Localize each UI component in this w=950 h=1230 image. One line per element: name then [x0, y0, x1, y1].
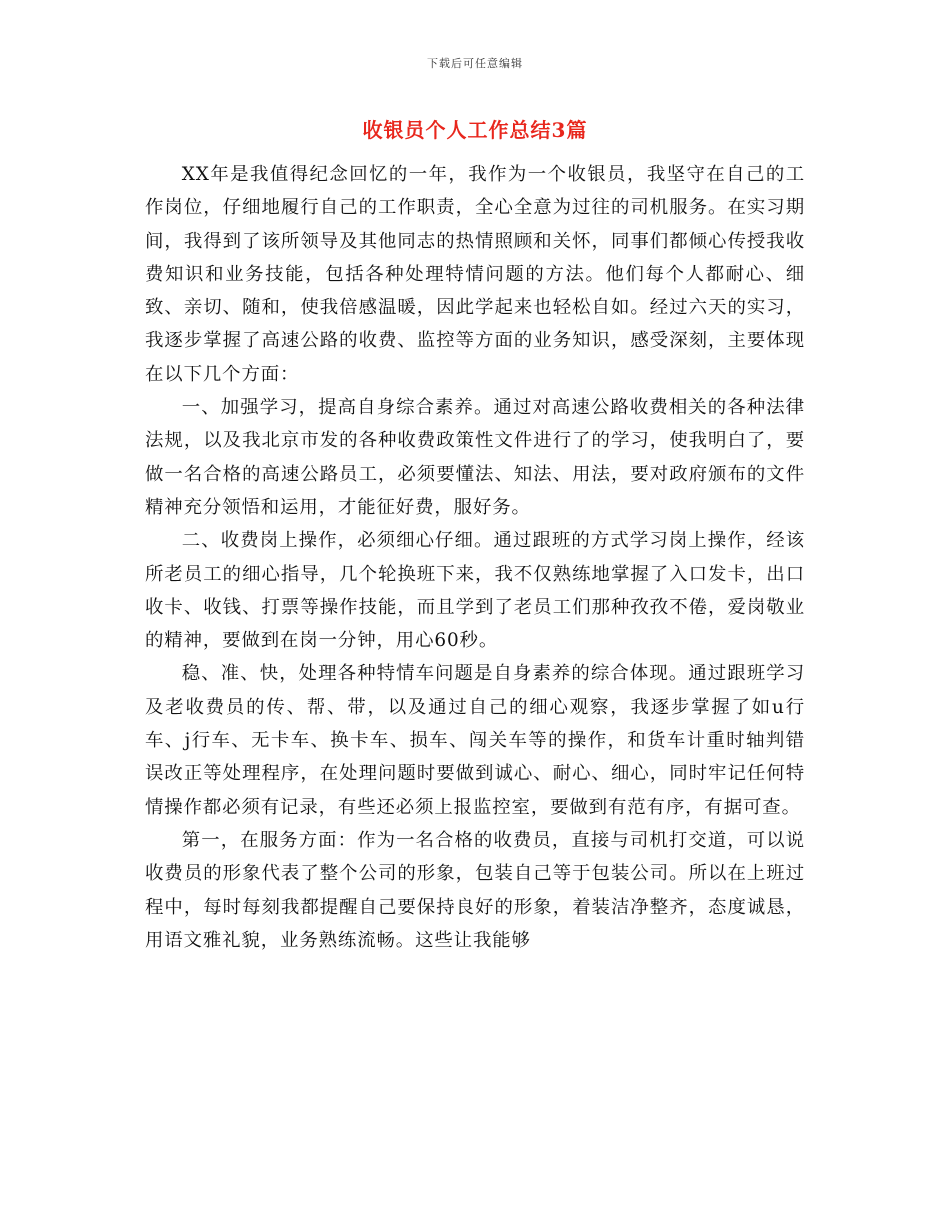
paragraph-study: 一、加强学习，提高自身综合素养。通过对高速公路收费相关的各种法律法规，以及我北京市发的各种收费政策性文件进行了的学习，使我明白了，要做一名合格的高速公路员工，必须要懂法、知法、用法，要对政府颁布的文件精神充分领悟和运用，才能征好费，服好务。: [145, 397, 805, 518]
paragraph-service: 第一，在服务方面：作为一名合格的收费员，直接与司机打交道，可以说收费员的形象代表了整个公司的形象，包装自己等于包装公司。所以在上班过程中，每时每刻我都提醒自己要保持良好的形象，着装洁净整齐，态度诚恳，用语文雅礼貌，业务熟练流畅。这些让我能够: [145, 829, 805, 951]
header-note: 下载后可任意编辑: [427, 57, 523, 70]
document-body: [145, 158, 805, 957]
paragraph-special-vehicles: 稳、准、快，处理各种特情车问题是自身素养的综合体现。通过跟班学习及老收费员的传、帮、带，以及通过自己的细心观察，我逐步掌握了如u行车、j行车、无卡车、换卡车、损车、闯关车等的操作，和货车计重时轴判错误改正等处理程序，在处理问题时要做到诚心、耐心、细心，同时牢记任何特情操作都必须有记录，有些还必须上报监控室，要做到有范有序，有据可查。: [145, 663, 805, 818]
paragraph-intro: XX年是我值得纪念回忆的一年，我作为一个收银员，我坚守在自己的工作岗位，仔细地履行自己的工作职责，全心全意为过往的司机服务。在实习期间，我得到了该所领导及其他同志的热情照顾和关怀，同事们都倾心传授我收费知识和业务技能，包括各种处理特情问题的方法。他们每个人都耐心、细致、亲切、随和，使我倍感温暖，因此学起来也轻松自如。经过六天的实习，我逐步掌握了高速公路的收费、监控等方面的业务知识，感受深刻，主要体现在以下几个方面：: [145, 164, 805, 385]
paragraph-operation: 二、收费岗上操作，必须细心仔细。通过跟班的方式学习岗上操作，经该所老员工的细心指导，几个轮换班下来，我不仅熟练地掌握了入口发卡，出口收卡、收钱、打票等操作技能，而且学到了老员工们那种孜孜不倦，爱岗敬业的精神，要做到在岗一分钟，用心60秒。: [145, 530, 805, 652]
document-title: 收银员个人工作总结3篇: [362, 118, 588, 142]
